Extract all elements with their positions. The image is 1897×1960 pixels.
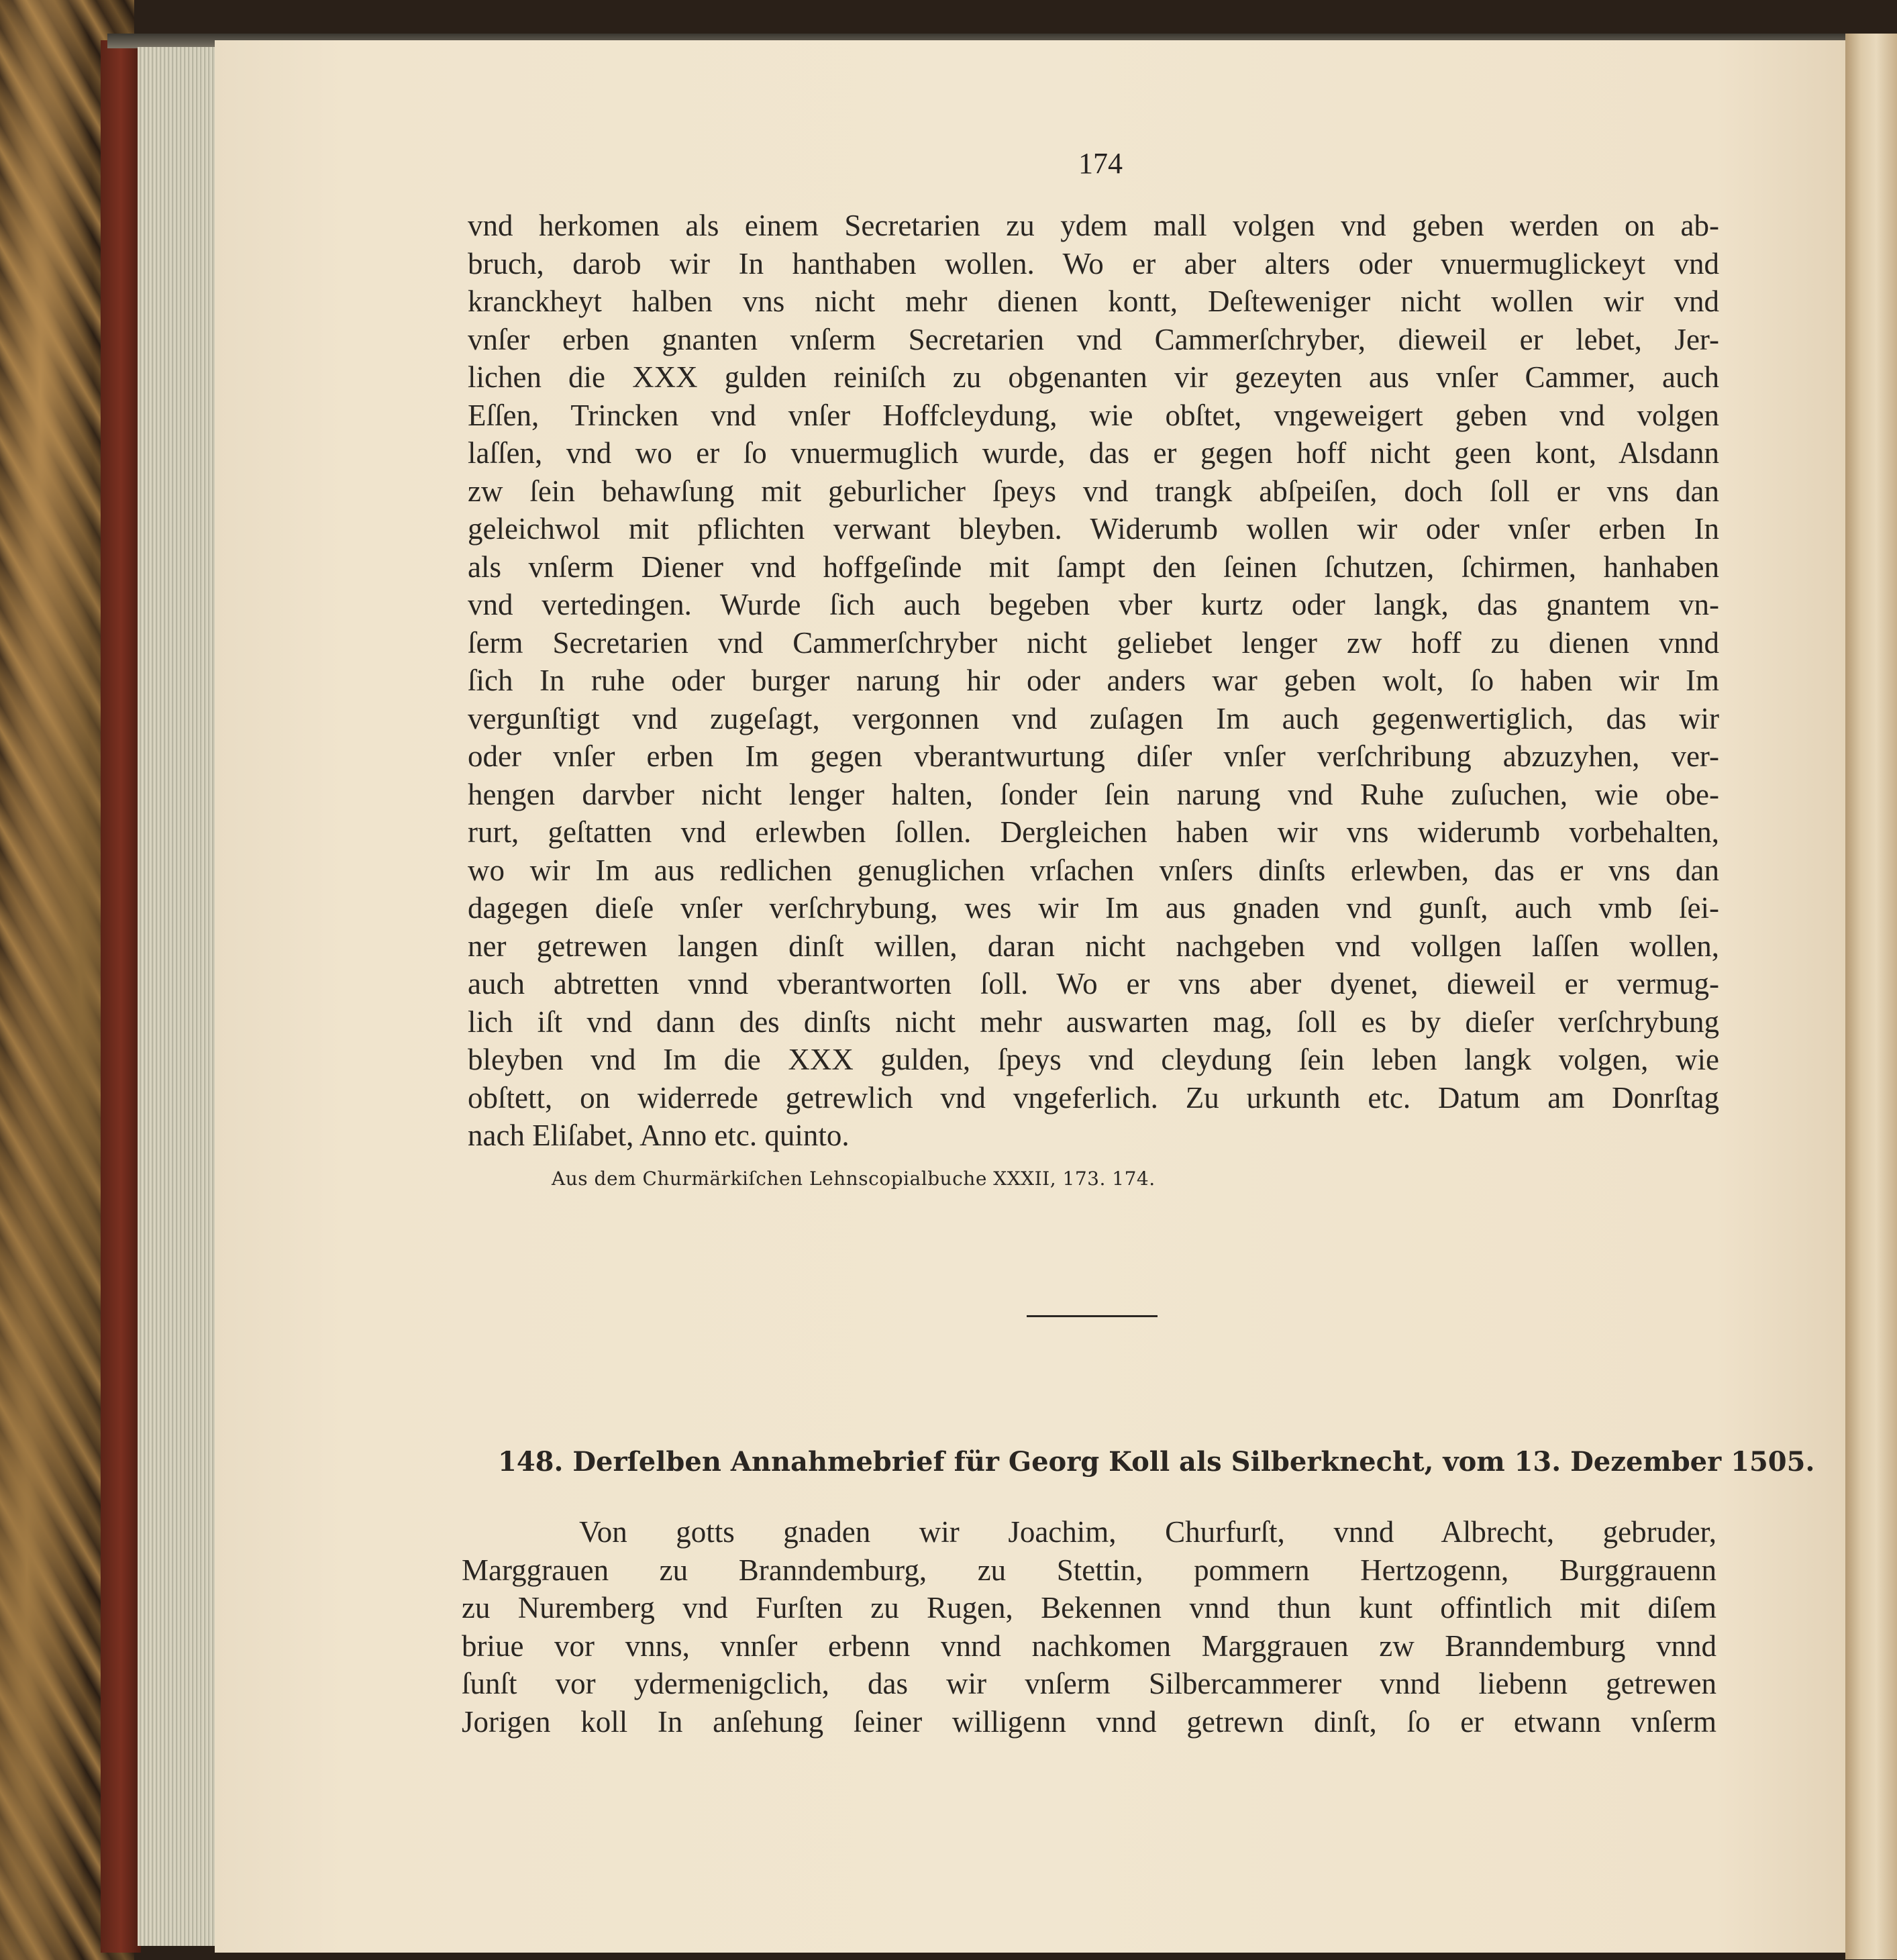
text-line: ner getrewen langen dinſt willen, daran nicht nachgeben vnd vollgen laſſen wollen, [468, 929, 1719, 963]
text-line: geleichwol mit pflichten verwant bleyben. Widerumb wollen wir oder vnſer erben In [468, 512, 1719, 546]
text-line: als vnſerm Diener vnd hoffgeſinde mit ſampt den ſeinen ſchutzen, ſchirmen, hanhaben [468, 550, 1719, 584]
text-line: Von gotts gnaden wir Joachim, Churfurſt, vnnd Albrecht, gebruder, [579, 1515, 1716, 1549]
text-line: zw ſein behawſung mit geburlicher ſpeys vnd trangk abſpeiſen, doch ſoll er vns dan [468, 474, 1719, 508]
source-note: Aus dem Churmärkiſchen Lehnscopialbuche XXXII, 173. 174. [552, 1168, 1156, 1190]
text-line: briue vor vnns, vnnſer erbenn vnnd nachkomen Marggrauen zw Branndemburg vnnd [462, 1629, 1716, 1663]
text-line: oder vnſer erben Im gegen vberantwurtung diſer vnſer verſchribung abzuzyhen, ver- [468, 739, 1719, 773]
text-line: vnd vertedingen. Wurde ſich auch begeben vber kurtz oder langk, das gnantem vn- [468, 588, 1719, 621]
text-line: nach Eliſabet, Anno etc. quinto. [468, 1119, 850, 1152]
text-line: lichen die XXX gulden reiniſch zu obgenanten vir gezeyten aus vnſer Cammer, auch [468, 360, 1719, 394]
text-line: rurt, geſtatten vnd erlewben ſollen. Dergleichen haben wir vns widerumb vorbehalten, [468, 815, 1719, 849]
section-divider [1027, 1315, 1158, 1317]
paragraph-1 [468, 207, 1719, 1155]
text-line: ſunſt vor ydermenigclich, das wir vnſerm Silbercammerer vnnd liebenn getrewen [462, 1667, 1716, 1700]
text-line: kranckheyt halben vns nicht mehr dienen kontt, Deſteweniger nicht wollen wir vnd [468, 285, 1719, 318]
text-line: bruch, darob wir In hanthaben wollen. Wo er aber alters oder vnuermuglickeyt vnd [468, 246, 1719, 280]
text-line: wo wir Im aus redlichen genuglichen vrſachen vnſers dinſts erlewben, das er vns dan [468, 853, 1719, 887]
facing-page-edge [1845, 34, 1897, 1959]
text-line: bleyben vnd Im die XXX gulden, ſpeys vnd cleydung ſein leben langk volgen, wie [468, 1043, 1719, 1076]
paragraph-2 [462, 1513, 1716, 1741]
text-line: Eſſen, Trincken vnd vnſer Hoffcleydung, wie obſtet, vngeweigert geben vnd volgen [468, 398, 1719, 432]
text-line: vnd herkomen als einem Secretarien zu ydem mall volgen vnd geben werden on ab- [468, 209, 1719, 242]
text-line: laſſen, vnd wo er ſo vnuermuglich wurde, das er gegen hoff nicht geen kont, Alsdann [468, 436, 1719, 470]
book-spine [101, 40, 141, 1953]
text-line: ſerm Secretarien vnd Cammerſchryber nicht geliebet lenger zw hoff zu dienen vnnd [468, 625, 1719, 660]
text-line: auch abtretten vnnd vberantworten ſoll. Wo er vns aber dyenet, dieweil er vermug- [468, 967, 1719, 1000]
page-number: 174 [1078, 147, 1123, 180]
document-heading: 148. Derſelben Annahmebrief für Georg Koll als Silberknecht, vom 13. Dezember 1505. [498, 1446, 1815, 1478]
page-edges [138, 47, 218, 1946]
text-line: vnſer erben gnanten vnſerm Secretarien vnd Cammerſchryber, dieweil er lebet, Jer- [468, 322, 1719, 356]
text-line: hengen darvber nicht lenger halten, ſonder ſein narung vnd Ruhe zuſuchen, wie obe- [468, 777, 1719, 811]
text-line: obſtett, on widerrede getrewlich vnd vngeferlich. Zu urkunth etc. Datum am Donrſtag [468, 1080, 1719, 1115]
text-line: Jorigen koll In anſehung ſeiner willigenn vnnd getrewn dinſt, ſo er etwann vnſerm [462, 1704, 1716, 1739]
text-line: dagegen dieſe vnſer verſchrybung, wes wir Im aus gnaden vnd gunſt, auch vmb ſei- [468, 891, 1719, 925]
text-line: vergunſtigt vnd zugeſagt, vergonnen vnd zuſagen Im auch gegenwertiglich, das wir [468, 701, 1719, 735]
text-line: ſich In ruhe oder burger narung hir oder anders war geben wolt, ſo haben wir Im [468, 664, 1719, 697]
text-line: zu Nuremberg vnd Furſten zu Rugen, Bekennen vnnd thun kunt offintlich mit diſem [462, 1591, 1716, 1624]
text-line: Marggrauen zu Branndemburg, zu Stettin, pommern Hertzogenn, Burggrauenn [462, 1553, 1716, 1587]
text-line: lich iſt vnd dann des dinſts nicht mehr auswarten mag, ſoll es by dieſer verſchrybung [468, 1004, 1719, 1039]
